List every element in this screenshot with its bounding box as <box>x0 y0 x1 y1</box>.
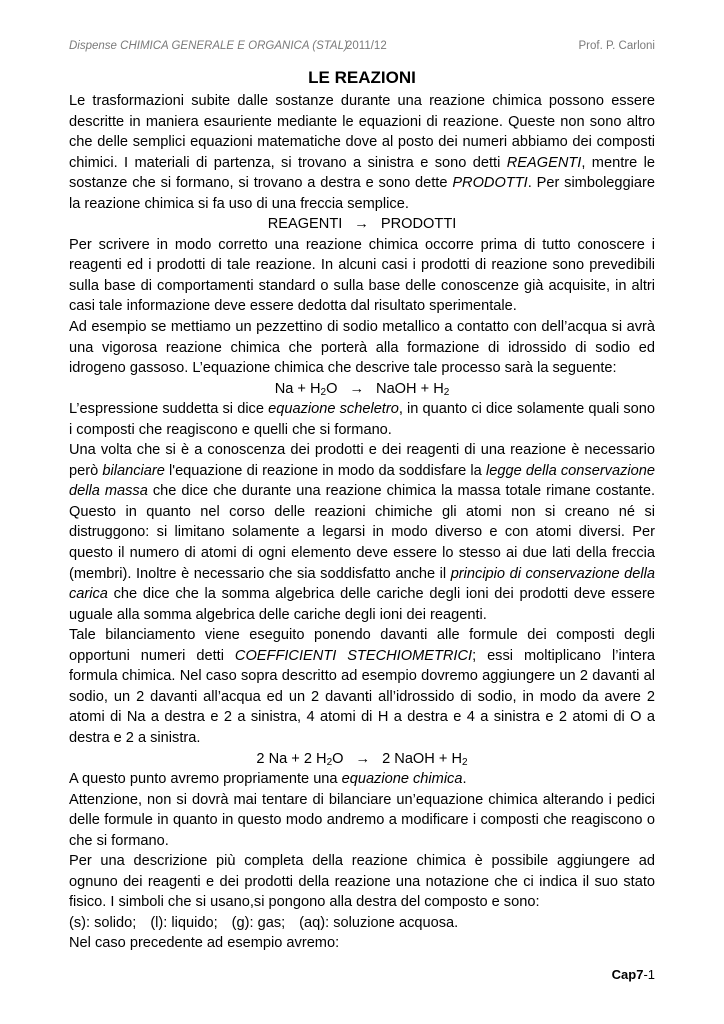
paragraph-bilanciamento <box>69 440 655 625</box>
eq-text: Na + H <box>274 380 321 397</box>
paragraph-esempio-sodio: Ad esempio se mettiamo un pezzettino di sodio metallico a contatto con dell’acqua si avrà una vigorosa reazione chimica che porterà alla formazione di idrossido di sodio ed idrogeno gassoso. L’equazione chimica che descrive tale processo sarà la seguente: <box>69 319 655 377</box>
text-run: Le trasformazioni subite dalle sostanze durante una reazione chimica possono essere descritte in maniera esauriente mediante le equazioni di reazione. Queste non sono altro che delle semplici equazioni matematiche dove al posto dei numeri abbiamo dei composti chimici. I materiali di partenza, si trovano a sinistra e sono detti <box>69 93 655 171</box>
text-run: A questo punto avremo propriamente una <box>69 771 342 788</box>
text-run: Una volta che si è a conoscenza dei prodotti e dei reagenti di una reazione è necessario però <box>69 442 655 479</box>
term-equazione-chimica: equazione chimica <box>341 771 463 788</box>
arrow-icon: → <box>354 216 369 233</box>
equation-balanced <box>69 749 655 770</box>
eq-text: O <box>326 380 338 397</box>
page-title: LE REAZIONI <box>308 68 416 87</box>
eq-text: O <box>332 750 344 767</box>
paragraph-intro <box>69 91 655 214</box>
header-course: Dispense CHIMICA GENERALE E ORGANICA (STAL) <box>69 40 348 52</box>
text-run: , mentre le sostanze che si formano, si trovano a destra e sono dette <box>69 154 655 192</box>
term-coefficienti: COEFFICIENTI STECHIOMETRICI <box>234 647 473 664</box>
page-number <box>612 967 655 982</box>
state-liquid: (l): liquido; <box>150 914 218 931</box>
text-run: L’espressione suddetta si dice <box>69 401 269 418</box>
document-body <box>69 65 655 954</box>
states-list <box>69 913 655 934</box>
term-conservazione-carica: principio di conservazione della carica <box>69 565 655 603</box>
text-run: che dice che la somma algebrica delle cariche degli ioni dei prodotti deve essere uguale alla somma algebrica delle cariche degli ioni dei reagenti. <box>69 586 655 623</box>
paragraph-caso-precedente: Nel caso precedente ad esempio avremo: <box>69 935 340 952</box>
chapter-label: Cap7 <box>611 967 644 982</box>
paragraph-equazione-chimica <box>69 769 655 790</box>
eq-text: 2 NaOH + H <box>382 750 462 767</box>
header-author: Prof. P. Carloni <box>578 40 655 52</box>
paragraph-stato-fisico: Per una descrizione più completa della reazione chimica è possibile aggiungere ad ognuno dei reagenti e dei prodotti della reazione una notazione che ci indica il suo stato fisico. I simboli che si usano,si pongono alla destra del composto e sono: <box>69 853 655 911</box>
text-run: . Per simboleggiare la reazione chimica si fa uso di una freccia semplice. <box>69 175 655 212</box>
eq-left: REAGENTI <box>267 216 343 233</box>
equation-reagenti-prodotti <box>69 214 655 235</box>
eq-subscript: 2 <box>326 756 333 768</box>
eq-subscript: 2 <box>462 756 468 768</box>
term-reagenti: REAGENTI <box>506 154 582 171</box>
term-equazione-scheletro: equazione scheletro <box>268 401 399 418</box>
state-gas: (g): gas; <box>231 914 286 931</box>
arrow-icon: → <box>355 750 371 767</box>
equation-skeleton <box>69 379 655 400</box>
term-conservazione-massa: legge della conservazione della massa <box>69 462 655 500</box>
paragraph-attenzione: Attenzione, non si dovrà mai tentare di bilanciare un’equazione chimica alterando i pedici delle formule in quanto in questo modo andremo a modificare i composti che reagiscono o che si formano. <box>69 791 655 849</box>
term-bilanciare: bilanciare <box>102 462 165 479</box>
text-run: , in quanto ci dice solamente quali sono i composti che reagiscono e quelli che si formano. <box>69 401 656 438</box>
eq-text: NaOH + H <box>376 380 444 397</box>
term-prodotti: PRODOTTI <box>452 175 528 192</box>
text-run: che dice che durante una reazione chimica la massa totale rimane costante. Questo in quanto nel corso delle reazioni chimiche gli atomi non si creano né si distruggono: si limitano solamente a legarsi in modo diverso e con atomi diversi. Per questo il numero di atomi di ogni elemento deve essere lo stesso ai due lati della freccia (membri). Inoltre è necessario che sia soddisfatto anche il <box>69 483 656 582</box>
eq-right: PRODOTTI <box>380 216 457 233</box>
paragraph-coefficienti <box>69 625 655 748</box>
paragraph-scrivere: Per scrivere in modo corretto una reazione chimica occorre prima di tutto conoscere i reagenti ed i prodotti di tale reazione. In alcuni casi i prodotti di reazione sono prevedibili sulla base di comportamenti standard o sulla base delle conoscenze già acquisite, in altri casi tale informazione deve essere dedotta dal risultato sperimentale. <box>69 236 655 315</box>
text-run: Tale bilanciamento viene eseguito ponendo davanti alle formule dei composti degli opportuni numeri detti <box>69 627 655 664</box>
state-aqueous: (aq): soluzione acquosa. <box>299 914 459 931</box>
text-run: . <box>462 771 467 788</box>
eq-subscript: 2 <box>320 386 327 398</box>
eq-text: 2 Na + 2 H <box>256 750 327 767</box>
paragraph-scheletro <box>69 399 655 440</box>
eq-subscript: 2 <box>443 386 450 398</box>
text-run: l'equazione di reazione in modo da soddisfare la <box>164 462 486 479</box>
page-index: -1 <box>643 967 655 982</box>
state-solid: (s): solido; <box>69 914 137 931</box>
arrow-icon: → <box>349 380 365 397</box>
header-year: 2011/12 <box>346 40 387 52</box>
text-run: ; essi moltiplicano l’intera formula chimica. Nel caso sopra descritto ad esempio dovremo aggiungere un 2 davanti al sodio, un 2 davanti all’acqua ed un 2 davanti all’idrossido di sodio, in modo da avere 2 atomi di Na a destra e 2 a sinistra, 4 atomi di H a destra e 4 a sinistra e 2 atomi di O a destra e 2 a sinistra. <box>69 647 655 746</box>
